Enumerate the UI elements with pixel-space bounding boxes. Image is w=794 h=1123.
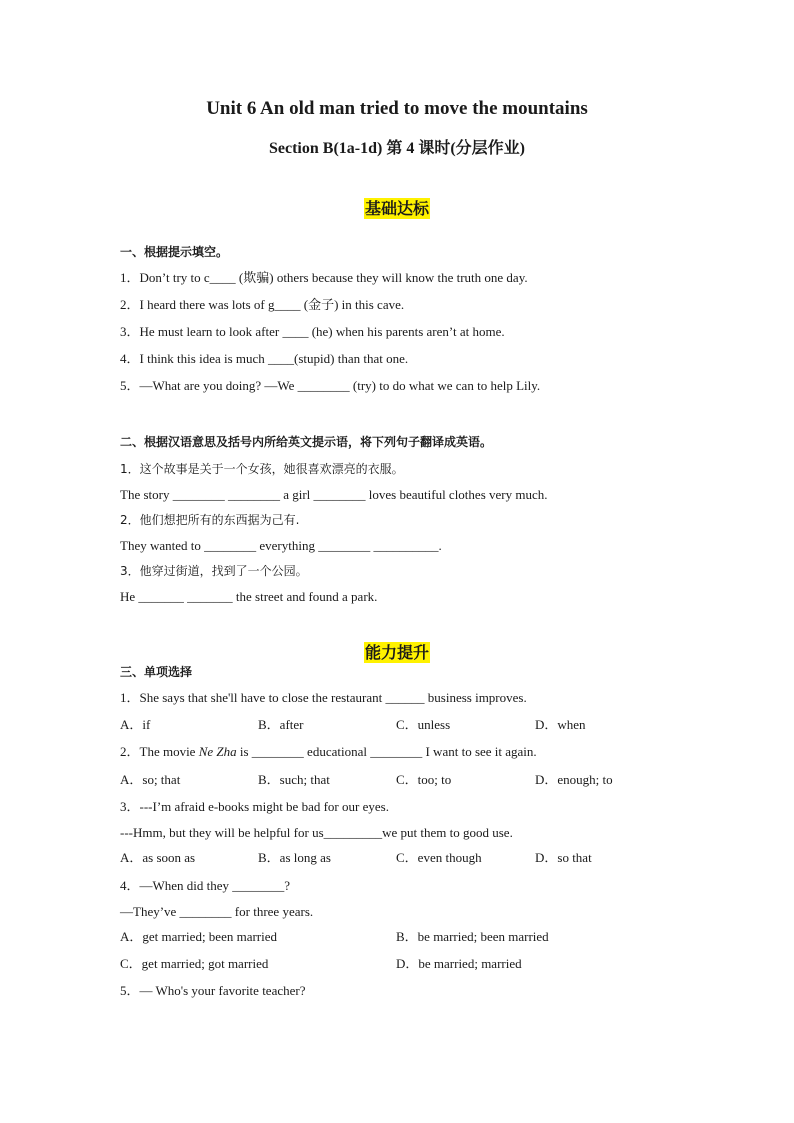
q1-option-d: D．when: [535, 717, 586, 732]
q5-stem: 5．— Who's your favorite teacher?: [120, 983, 306, 998]
part2-item-2-en: They wanted to ________ everything ________ __________.: [120, 538, 442, 553]
q2-option-a: A．so; that: [120, 772, 181, 787]
q1-stem: 1．She says that she'll have to close the restaurant ______ business improves.: [120, 690, 527, 705]
part2-item-1-cn: 1．这个故事是关于一个女孩，她很喜欢漂亮的衣服。: [120, 462, 404, 476]
q2-option-b: B．such; that: [258, 772, 330, 787]
q3-stem-1: 3．---I’m afraid e-books might be bad for our eyes.: [120, 799, 389, 814]
part2-item-3-cn: 3．他穿过街道，找到了一个公园。: [120, 564, 308, 578]
section-tag-ability: [0, 640, 794, 663]
q2-option-d: D．enough; to: [535, 772, 613, 787]
part1-item-1: 1．Don’t try to c____ (欺骗) others because they will know the truth one day.: [120, 270, 528, 285]
part1-item-2: 2．I heard there was lots of g____ (金子) in this cave.: [120, 297, 405, 312]
q2-option-c: C．too; to: [396, 772, 452, 787]
q4-stem-2: —They’ve ________ for three years.: [120, 904, 314, 919]
part2-item-1-en: The story ________ ________ a girl ________ loves beautiful clothes very much.: [120, 487, 548, 502]
q3-option-b: B．as long as: [258, 850, 331, 865]
part1-item-5: 5．—What are you doing? —We ________ (try) to do what we can to help Lily.: [120, 378, 541, 393]
q4-option-d: D．be married; married: [396, 956, 522, 971]
q2-stem-post: is ________ educational ________ I want to see it again.: [236, 744, 537, 759]
q3-option-a: A．as soon as: [120, 850, 196, 865]
part2-heading: 二、根据汉语意思及括号内所给英文提示语，将下列句子翻译成英语。: [120, 435, 493, 449]
q4-stem-1: 4．—When did they ________?: [120, 878, 291, 893]
section-tag-basic: [0, 196, 794, 219]
q1-option-a: A．if: [120, 717, 151, 732]
q2-stem-pre: 2．The movie: [120, 744, 199, 759]
section-tag-ability-label: 能力提升: [364, 643, 429, 662]
part2-item-2-cn: 2．他们想把所有的东西据为己有.: [120, 513, 300, 527]
q4-option-c: C．get married; got married: [120, 956, 269, 971]
part3-heading: 三、单项选择: [120, 665, 193, 679]
part1-item-3: 3．He must learn to look after ____ (he) when his parents aren’t at home.: [120, 324, 505, 339]
q3-option-d: D．so that: [535, 850, 592, 865]
q3-option-c: C．even though: [396, 850, 482, 865]
q4-option-b: B．be married; been married: [396, 929, 549, 944]
q3-stem-2: ---Hmm, but they will be helpful for us_________we put them to good use.: [120, 825, 513, 840]
part2-item-3-en: He _______ _______ the street and found a park.: [120, 589, 378, 604]
page-subtitle: Section B(1a-1d) 第 4 课时(分层作业): [269, 140, 525, 157]
part1-item-4: 4．I think this idea is much ____(stupid) than that one.: [120, 351, 409, 366]
q2-movie-title: Ne Zha: [198, 744, 237, 759]
part1-heading: 一、根据提示填空。: [120, 245, 229, 259]
q4-option-a: A．get married; been married: [120, 929, 278, 944]
page-title: Unit 6 An old man tried to move the mountains: [206, 98, 588, 119]
section-tag-basic-label: 基础达标: [364, 199, 429, 218]
q2-stem: [120, 744, 537, 760]
q1-option-c: C．unless: [396, 717, 451, 732]
q1-option-b: B．after: [258, 717, 304, 732]
